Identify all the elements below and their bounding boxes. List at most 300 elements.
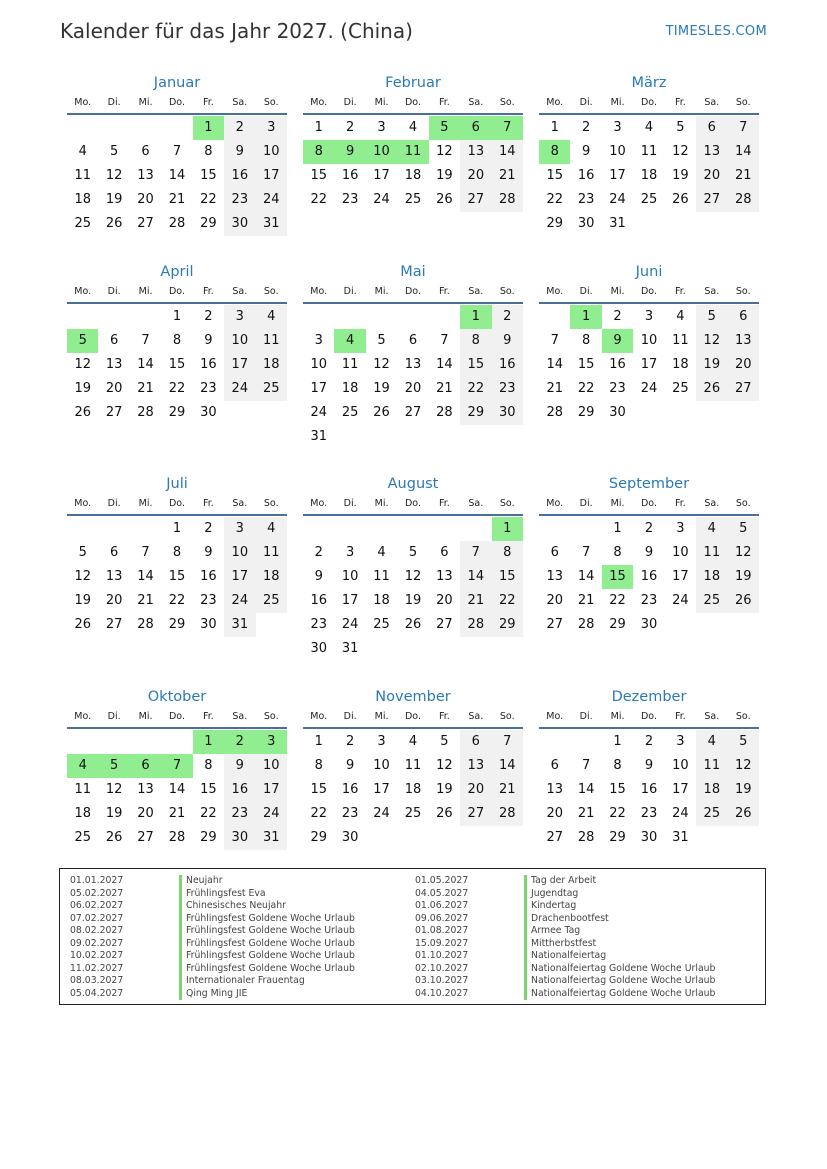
day-cell: 20	[436, 593, 453, 608]
day-cell: 10	[224, 541, 255, 565]
day-cell: 14	[460, 565, 491, 589]
day-cell: 10	[672, 758, 689, 773]
empty-cell	[67, 116, 98, 140]
day-cell: 10	[256, 754, 287, 778]
legend-row	[415, 963, 715, 976]
day-cell: 7	[581, 545, 591, 560]
day-cell: 12	[105, 782, 123, 797]
day-cell: 17	[224, 565, 255, 589]
legend-holiday-name: Internationaler Frauentag	[179, 975, 305, 988]
day-cell: 27	[105, 617, 123, 632]
holiday-day-cell: 2	[224, 730, 255, 754]
empty-cell	[67, 517, 98, 541]
day-cell: 16	[640, 569, 658, 584]
day-cell: 29	[310, 830, 327, 845]
holiday-day-cell: 6	[460, 116, 491, 140]
empty-cell	[161, 116, 192, 140]
legend-holiday-name: Neujahr	[179, 875, 223, 888]
weekday-label: Do.	[168, 97, 185, 108]
day-cell: 17	[341, 593, 359, 608]
day-cell: 28	[168, 830, 186, 845]
weekday-label: Fr.	[674, 711, 686, 722]
holiday-day-cell: 5	[429, 116, 460, 140]
day-cell: 21	[168, 192, 186, 207]
day-cell: 4	[78, 144, 87, 159]
day-cell: 18	[404, 168, 422, 183]
day-cell: 15	[168, 357, 186, 372]
day-cell: 21	[492, 778, 523, 802]
weekday-label: Fr.	[674, 97, 686, 108]
day-cell: 16	[492, 353, 523, 377]
weekday-label: So.	[735, 498, 751, 509]
day-cell: 10	[640, 333, 658, 348]
day-cell: 27	[546, 830, 563, 845]
day-cell: 12	[728, 541, 759, 565]
day-cell: 12	[373, 357, 390, 372]
day-cell: 9	[581, 144, 591, 159]
day-cell: 20	[696, 164, 727, 188]
empty-cell	[429, 517, 460, 541]
month-name: Juli	[166, 476, 188, 492]
weekday-label: So.	[499, 498, 515, 509]
holiday-day-cell: 1	[193, 730, 224, 754]
day-cell: 28	[492, 188, 523, 212]
weekday-label: Fr.	[202, 711, 214, 722]
day-cell: 1	[314, 120, 323, 135]
day-cell: 14	[168, 782, 186, 797]
day-cell: 28	[492, 802, 523, 826]
day-cell: 23	[310, 617, 327, 632]
month-name: Juni	[635, 264, 663, 280]
day-cell: 4	[696, 730, 727, 754]
day-cell: 25	[74, 216, 91, 231]
day-cell: 12	[404, 569, 422, 584]
day-cell: 23	[577, 192, 595, 207]
holiday-day-cell: 10	[366, 140, 397, 164]
day-cell: 8	[314, 758, 323, 773]
day-cell: 7	[728, 116, 759, 140]
day-cell: 22	[492, 589, 523, 613]
day-cell: 15	[460, 353, 491, 377]
day-cell: 14	[436, 357, 453, 372]
day-cell: 19	[436, 782, 453, 797]
day-cell: 10	[256, 140, 287, 164]
day-cell: 7	[492, 730, 523, 754]
weekday-label: Mo.	[546, 286, 564, 297]
day-cell: 26	[436, 806, 453, 821]
day-cell: 21	[460, 589, 491, 613]
day-cell: 12	[696, 329, 727, 353]
day-cell: 31	[310, 429, 327, 444]
day-cell: 19	[436, 168, 453, 183]
day-cell: 13	[105, 357, 123, 372]
day-cell: 6	[550, 545, 559, 560]
weekday-label: Fr.	[674, 286, 686, 297]
month-6	[539, 261, 759, 425]
month-name: März	[631, 75, 667, 91]
page-title: Kalender für das Jahr 2027. (China)	[60, 19, 413, 43]
day-cell: 18	[256, 565, 287, 589]
day-cell: 27	[404, 405, 422, 420]
day-cell: 28	[137, 617, 154, 632]
day-cell: 21	[168, 806, 186, 821]
day-cell: 10	[373, 758, 390, 773]
legend-holiday-name: Nationalfeiertag Goldene Woche Urlaub	[524, 963, 715, 976]
day-grid	[303, 730, 523, 850]
month-name: Februar	[385, 75, 441, 91]
day-cell: 19	[74, 381, 91, 396]
weekday-label: Fr.	[202, 286, 214, 297]
day-cell: 16	[224, 164, 255, 188]
day-cell: 18	[74, 192, 91, 207]
weekday-label: Sa.	[468, 498, 484, 509]
day-grid	[67, 305, 287, 425]
holiday-day-cell: 5	[98, 754, 129, 778]
day-cell: 4	[256, 517, 287, 541]
legend-date: 09.02.2027	[70, 937, 124, 949]
day-cell: 25	[74, 830, 91, 845]
legend-holiday-name: Frühlingsfest Goldene Woche Urlaub	[179, 963, 355, 976]
empty-cell	[67, 730, 98, 754]
day-cell: 21	[577, 593, 595, 608]
weekday-label: Sa.	[232, 97, 248, 108]
day-cell: 19	[373, 381, 390, 396]
day-cell: 31	[256, 212, 287, 236]
legend-row	[415, 975, 715, 988]
day-cell: 25	[672, 381, 689, 396]
day-cell: 31	[341, 641, 359, 656]
day-cell: 11	[74, 168, 91, 183]
month-9	[539, 473, 759, 637]
day-cell: 12	[436, 144, 453, 159]
holiday-day-cell: 3	[256, 730, 287, 754]
legend-holiday-name: Nationalfeiertag Goldene Woche Urlaub	[524, 988, 715, 1001]
legend-holiday-name: Armee Tag	[524, 925, 580, 938]
day-cell: 27	[105, 405, 123, 420]
day-cell: 28	[577, 830, 595, 845]
day-grid	[539, 116, 759, 236]
empty-cell	[334, 517, 365, 541]
day-grid	[303, 305, 523, 449]
weekday-label: Do.	[168, 711, 185, 722]
weekday-label: Do.	[640, 711, 657, 722]
day-cell: 16	[341, 168, 359, 183]
header-rule	[67, 113, 287, 115]
day-cell: 25	[256, 377, 287, 401]
weekday-label: Do.	[640, 286, 657, 297]
day-cell: 9	[345, 758, 355, 773]
weekday-label: Sa.	[704, 286, 720, 297]
day-cell: 17	[256, 778, 287, 802]
day-cell: 6	[728, 305, 759, 329]
brand-link[interactable]: TIMESLES.COM	[665, 24, 767, 39]
legend-row	[415, 913, 715, 926]
day-cell: 26	[373, 405, 390, 420]
weekday-label: Di.	[343, 711, 357, 722]
day-cell: 24	[373, 806, 390, 821]
day-cell: 5	[696, 305, 727, 329]
day-cell: 5	[440, 734, 449, 749]
day-cell: 13	[728, 329, 759, 353]
day-cell: 19	[105, 806, 123, 821]
weekday-label: Di.	[107, 498, 121, 509]
day-cell: 14	[728, 140, 759, 164]
day-cell: 12	[74, 569, 91, 584]
day-cell: 16	[200, 569, 217, 584]
legend-holiday-name: Frühlingsfest Goldene Woche Urlaub	[179, 913, 355, 926]
legend-date: 01.01.2027	[70, 875, 124, 886]
legend-row	[70, 963, 355, 976]
weekday-label: Sa.	[232, 711, 248, 722]
day-cell: 6	[141, 144, 150, 159]
day-cell: 30	[200, 405, 217, 420]
weekday-label: Sa.	[468, 286, 484, 297]
day-cell: 5	[377, 333, 386, 348]
day-cell: 28	[728, 188, 759, 212]
day-cell: 25	[256, 589, 287, 613]
day-cell: 27	[137, 216, 154, 231]
day-cell: 3	[377, 120, 386, 135]
day-cell: 26	[74, 405, 91, 420]
day-cell: 1	[172, 521, 182, 536]
weekday-label: Di.	[343, 97, 357, 108]
day-cell: 7	[550, 333, 559, 348]
weekday-label: Mi.	[610, 711, 625, 722]
day-cell: 27	[137, 830, 154, 845]
empty-cell	[98, 517, 129, 541]
weekday-label: Mi.	[610, 286, 625, 297]
day-cell: 4	[676, 309, 685, 324]
day-cell: 18	[256, 353, 287, 377]
day-cell: 23	[492, 377, 523, 401]
day-cell: 10	[224, 329, 255, 353]
weekday-label: Fr.	[202, 498, 214, 509]
empty-cell	[539, 730, 570, 754]
day-cell: 16	[224, 778, 255, 802]
weekday-label: Di.	[579, 711, 593, 722]
day-cell: 10	[341, 569, 359, 584]
day-cell: 10	[672, 545, 689, 560]
legend-column-right	[415, 875, 715, 1000]
weekday-label: So.	[263, 498, 279, 509]
weekday-label: Sa.	[468, 97, 484, 108]
day-cell: 5	[109, 144, 119, 159]
day-cell: 8	[492, 541, 523, 565]
day-cell: 3	[314, 333, 323, 348]
legend-date: 06.02.2027	[70, 900, 124, 911]
empty-cell	[366, 517, 397, 541]
day-cell: 8	[613, 758, 622, 773]
weekday-label: Mi.	[138, 97, 153, 108]
day-cell: 4	[377, 545, 386, 560]
day-cell: 17	[373, 782, 390, 797]
weekday-header	[67, 95, 287, 111]
day-cell: 9	[224, 140, 255, 164]
day-cell: 16	[341, 782, 359, 797]
day-cell: 13	[546, 782, 563, 797]
holiday-day-cell: 9	[334, 140, 365, 164]
weekday-label: Fr.	[438, 498, 450, 509]
day-cell: 15	[609, 782, 626, 797]
day-cell: 30	[200, 617, 217, 632]
day-cell: 11	[404, 758, 422, 773]
header-rule	[67, 727, 287, 729]
day-cell: 8	[613, 545, 622, 560]
day-cell: 3	[676, 521, 685, 536]
weekday-label: So.	[499, 286, 515, 297]
day-cell: 3	[224, 305, 255, 329]
weekday-label: Mi.	[374, 498, 389, 509]
legend-date: 04.05.2027	[415, 887, 469, 899]
day-cell: 28	[436, 405, 453, 420]
weekday-label: Di.	[107, 711, 121, 722]
day-cell: 13	[696, 140, 727, 164]
weekday-header	[539, 709, 759, 725]
day-cell: 30	[640, 830, 658, 845]
weekday-label: Di.	[579, 286, 593, 297]
day-cell: 7	[440, 333, 449, 348]
legend-row	[70, 950, 355, 963]
day-cell: 23	[200, 593, 217, 608]
empty-cell	[303, 305, 334, 329]
day-cell: 24	[609, 192, 626, 207]
day-cell: 24	[373, 192, 390, 207]
header-rule	[539, 727, 759, 729]
weekday-label: Mi.	[374, 97, 389, 108]
holiday-day-cell: 7	[161, 754, 192, 778]
day-cell: 30	[640, 617, 658, 632]
day-cell: 9	[204, 545, 213, 560]
legend-date: 15.09.2027	[415, 937, 469, 949]
legend-date: 01.05.2027	[415, 875, 469, 886]
day-cell: 7	[581, 758, 591, 773]
weekday-label: Mi.	[610, 498, 625, 509]
empty-cell	[130, 116, 161, 140]
day-cell: 26	[672, 192, 689, 207]
day-cell: 29	[577, 405, 595, 420]
day-cell: 15	[310, 168, 327, 183]
legend-date: 09.06.2027	[415, 912, 469, 924]
legend-date: 01.08.2027	[415, 925, 469, 936]
day-cell: 20	[728, 353, 759, 377]
day-cell: 8	[172, 545, 182, 560]
legend-row	[415, 875, 715, 888]
day-cell: 2	[345, 120, 355, 135]
day-cell: 31	[224, 613, 255, 637]
header-rule	[539, 113, 759, 115]
weekday-label: Fr.	[202, 97, 214, 108]
day-cell: 4	[644, 120, 654, 135]
legend-row	[70, 988, 355, 1001]
day-cell: 20	[460, 778, 491, 802]
header-rule	[539, 514, 759, 516]
day-cell: 26	[105, 830, 123, 845]
month-name: Dezember	[611, 689, 687, 705]
day-cell: 3	[345, 545, 355, 560]
day-cell: 18	[672, 357, 689, 372]
day-cell: 25	[696, 802, 727, 826]
weekday-header	[303, 496, 523, 512]
month-11	[303, 686, 523, 850]
day-cell: 30	[224, 826, 255, 850]
weekday-label: Fr.	[674, 498, 686, 509]
day-cell: 16	[577, 168, 595, 183]
day-cell: 19	[105, 192, 123, 207]
day-cell: 26	[696, 377, 727, 401]
header-rule	[303, 727, 523, 729]
day-cell: 15	[577, 357, 595, 372]
legend-row	[70, 913, 355, 926]
empty-cell	[429, 305, 460, 329]
legend-date: 10.02.2027	[70, 950, 124, 961]
month-8	[303, 473, 523, 661]
day-cell: 27	[436, 617, 453, 632]
weekday-label: Mo.	[546, 711, 564, 722]
weekday-label: Do.	[168, 286, 185, 297]
day-cell: 2	[345, 734, 355, 749]
day-grid	[539, 305, 759, 425]
day-cell: 3	[613, 120, 622, 135]
empty-cell	[366, 305, 397, 329]
day-cell: 25	[341, 405, 359, 420]
legend-holiday-name: Tag der Arbeit	[524, 875, 596, 888]
day-cell: 22	[310, 806, 327, 821]
empty-cell	[161, 730, 192, 754]
day-cell: 25	[404, 192, 422, 207]
weekday-label: Sa.	[468, 711, 484, 722]
day-cell: 24	[224, 377, 255, 401]
month-name: Mai	[400, 264, 426, 280]
weekday-label: Do.	[640, 498, 657, 509]
day-cell: 7	[141, 545, 150, 560]
header-rule	[303, 113, 523, 115]
day-cell: 22	[200, 806, 217, 821]
holiday-legend	[59, 868, 766, 1005]
weekday-header	[303, 284, 523, 300]
weekday-label: Mo.	[310, 97, 328, 108]
day-cell: 23	[224, 188, 255, 212]
day-cell: 6	[109, 333, 119, 348]
empty-cell	[397, 517, 428, 541]
day-cell: 19	[728, 565, 759, 589]
legend-date: 01.06.2027	[415, 900, 469, 911]
day-cell: 6	[109, 545, 119, 560]
day-grid	[539, 517, 759, 637]
weekday-label: Do.	[404, 498, 421, 509]
month-name: Januar	[153, 75, 201, 91]
day-cell: 24	[672, 806, 689, 821]
weekday-label: Do.	[404, 286, 421, 297]
header-rule	[67, 302, 287, 304]
empty-cell	[98, 116, 129, 140]
weekday-label: Mo.	[546, 498, 564, 509]
legend-holiday-name: Qing Ming JIE	[179, 988, 247, 1001]
day-cell: 1	[613, 521, 622, 536]
day-cell: 26	[436, 192, 453, 207]
day-cell: 6	[460, 730, 491, 754]
legend-date: 08.03.2027	[70, 975, 124, 986]
day-cell: 16	[640, 782, 658, 797]
day-cell: 14	[168, 168, 186, 183]
header-rule	[539, 302, 759, 304]
legend-date: 08.02.2027	[70, 925, 124, 936]
weekday-label: So.	[263, 97, 279, 108]
holiday-day-cell: 6	[130, 754, 161, 778]
day-cell: 30	[341, 830, 359, 845]
day-cell: 14	[137, 569, 154, 584]
empty-cell	[303, 517, 334, 541]
day-grid	[67, 116, 287, 236]
